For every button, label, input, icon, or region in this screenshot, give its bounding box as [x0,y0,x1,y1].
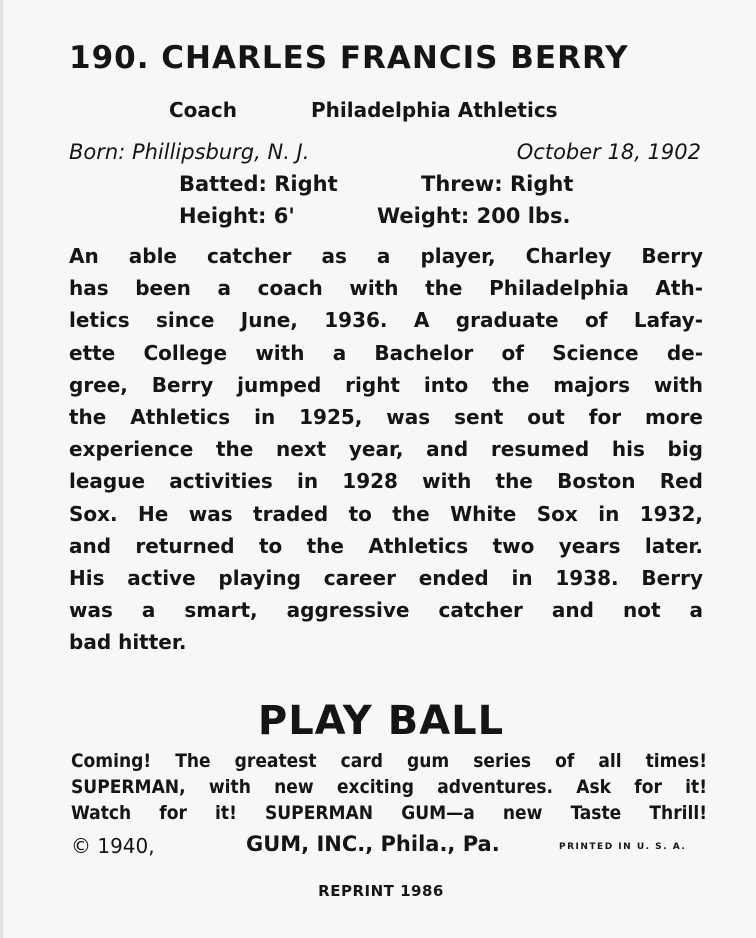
copyright: © 1940, [71,834,155,858]
birth-info [69,140,701,164]
bio-line: letics since June, 1936. A graduate of Lafay- [69,308,703,333]
bio-line: has been a coach with the Philadelphia Ath- [69,276,703,301]
biography [69,240,703,658]
weight: Weight: 200 lbs. [377,204,571,228]
height: Height: 6' [179,204,295,228]
reprint-notice: REPRINT 1986 [318,882,444,900]
bio-line: gree, Berry jumped right into the majors with [69,372,703,397]
team-name: Philadelphia Athletics [311,98,558,122]
bio-line: experience the next year, and resumed his big [69,437,703,462]
promo-line: Watch for it! SUPERMAN GUM—a new Taste Thrill! [71,802,707,824]
bio-line: the Athletics in 1925, was sent out for more [69,404,703,429]
bio-line: Sox. He was traded to the White Sox in 1932, [69,501,703,526]
play-ball-heading: PLAY BALL [257,698,505,744]
card-title: 190. CHARLES FRANCIS BERRY [69,40,629,76]
bio-line: was a smart, aggressive catcher and not a [69,598,703,623]
promo-line: Coming! The greatest card gum series of all times! [71,750,707,772]
batted: Batted: Right [179,172,338,196]
bio-line: and returned to the Athletics two years later. [69,533,703,558]
bio-line: His active playing career ended in 1938. Berry [69,565,703,590]
bio-line: ette College with a Bachelor of Science de- [69,340,703,365]
bio-line: league activities in 1928 with the Boston Red [69,469,703,494]
birth-place: Born: Phillipsburg, N. J. [69,140,310,164]
promo-line: SUPERMAN, with new exciting adventures. Ask for it! [71,776,707,798]
promo-text [71,748,707,826]
birth-date: October 18, 1902 [516,140,701,164]
printed-in-usa: PRINTED IN U. S. A. [559,842,687,852]
player-position: Coach [169,98,238,122]
bio-line: bad hitter. [69,630,187,655]
company-name: GUM, INC., Phila., Pa. [246,832,500,856]
threw: Threw: Right [421,172,574,196]
bio-line: An able catcher as a player, Charley Berry [69,244,703,268]
